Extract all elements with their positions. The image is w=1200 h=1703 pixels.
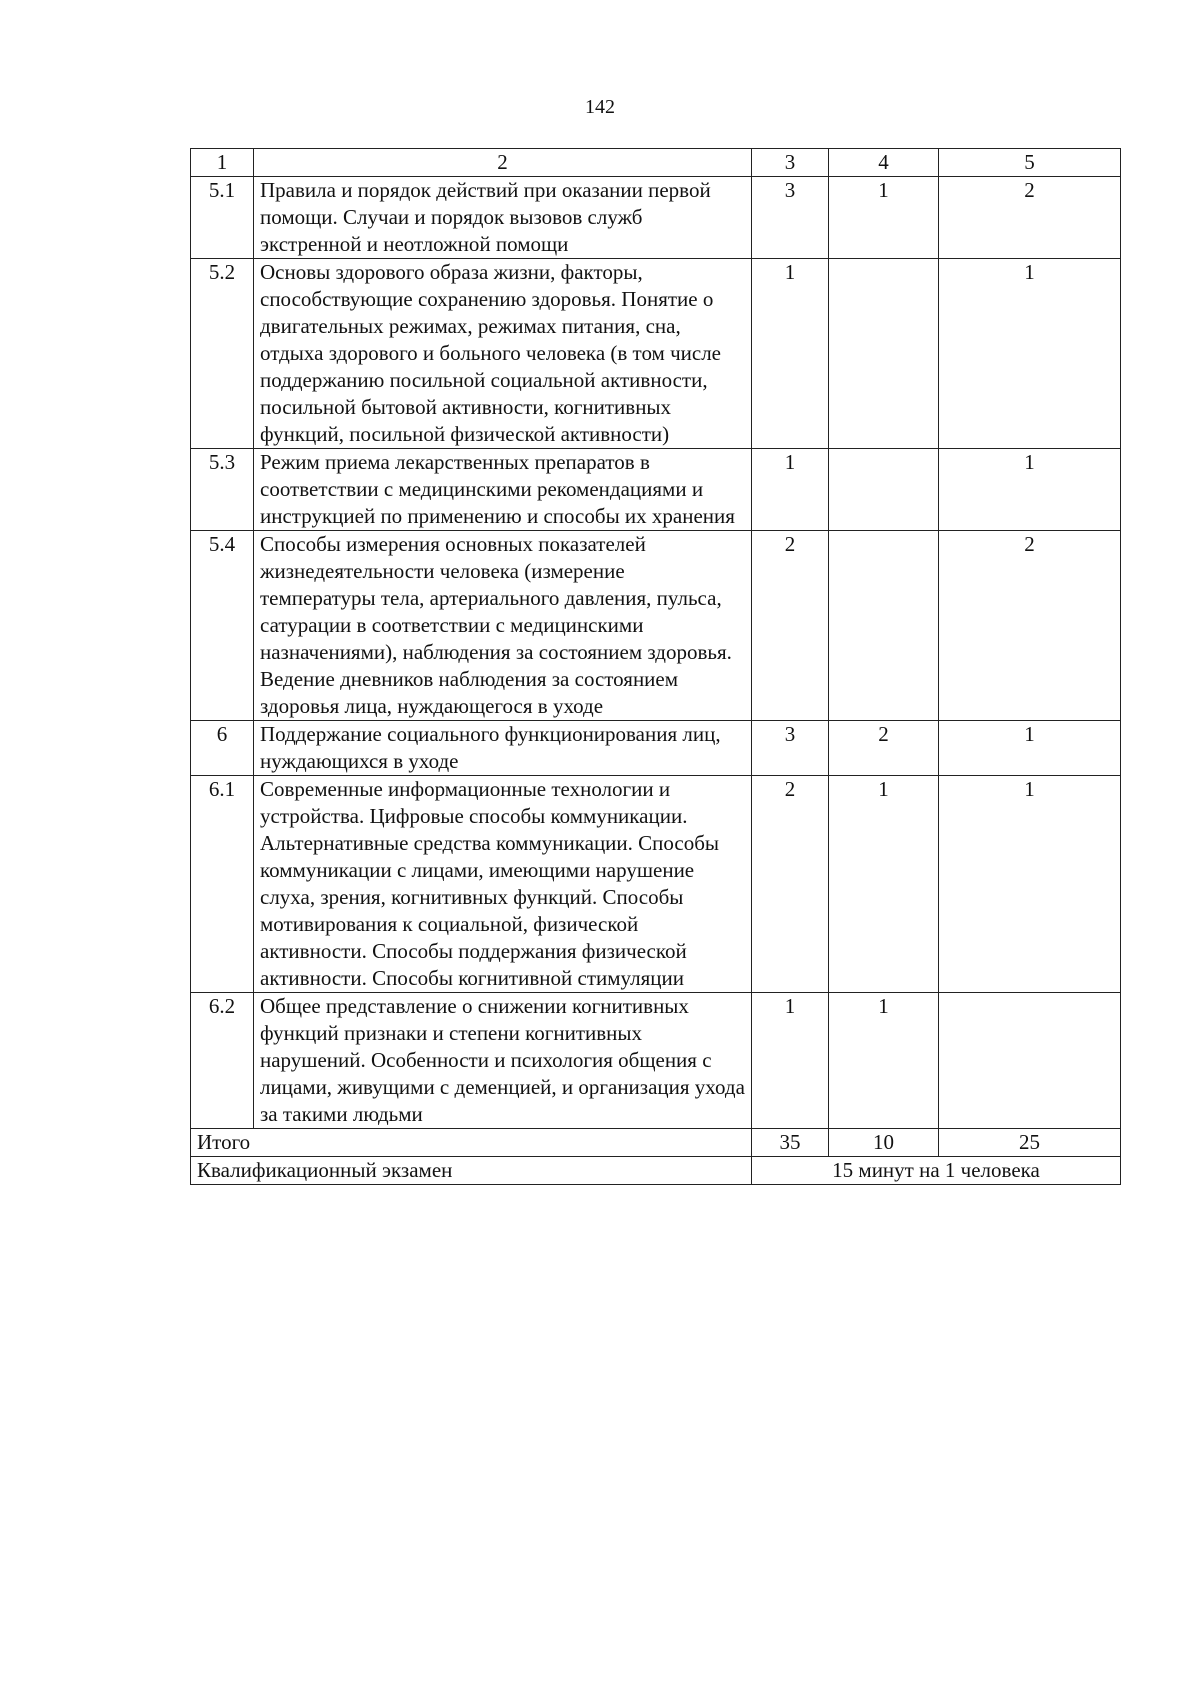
header-cell: 5 bbox=[939, 149, 1121, 177]
header-cell: 3 bbox=[752, 149, 829, 177]
row-col3: 1 bbox=[752, 449, 829, 531]
row-col5: 1 bbox=[939, 449, 1121, 531]
row-col3: 3 bbox=[752, 177, 829, 259]
table-row bbox=[191, 259, 1121, 449]
table-row bbox=[191, 721, 1121, 776]
header-cell: 1 bbox=[191, 149, 254, 177]
row-col4: 1 bbox=[829, 993, 939, 1129]
row-topic: Режим приема лекарственных препаратов в соответствии с медицинскими рекомендациями и инструкцией по применению и способы их хранения bbox=[254, 449, 752, 531]
row-col3: 1 bbox=[752, 259, 829, 449]
row-col4: 2 bbox=[829, 721, 939, 776]
row-topic: Способы измерения основных показателей жизнедеятельности человека (измерение температуры тела, артериального давления, пульса, сатурации в соответствии с медицинскими назначениями), наблюдения за состоянием здоровья. Ведение дневников наблюдения за состоянием здоровья лица, нуждающегося в уходе bbox=[254, 531, 752, 721]
total-col4: 10 bbox=[829, 1129, 939, 1157]
total-col3: 35 bbox=[752, 1129, 829, 1157]
row-col4 bbox=[829, 531, 939, 721]
row-col5 bbox=[939, 993, 1121, 1129]
row-number: 5.3 bbox=[191, 449, 254, 531]
row-topic: Поддержание социального функционирования лиц, нуждающихся в уходе bbox=[254, 721, 752, 776]
table-row bbox=[191, 449, 1121, 531]
row-col3: 2 bbox=[752, 776, 829, 993]
curriculum-table bbox=[190, 148, 1121, 1185]
total-col5: 25 bbox=[939, 1129, 1121, 1157]
row-number: 5.1 bbox=[191, 177, 254, 259]
row-col3: 1 bbox=[752, 993, 829, 1129]
row-number: 6 bbox=[191, 721, 254, 776]
row-number: 6.2 bbox=[191, 993, 254, 1129]
row-col5: 1 bbox=[939, 259, 1121, 449]
row-number: 5.4 bbox=[191, 531, 254, 721]
row-col5: 1 bbox=[939, 721, 1121, 776]
table-row bbox=[191, 177, 1121, 259]
row-col4: 1 bbox=[829, 177, 939, 259]
row-number: 5.2 bbox=[191, 259, 254, 449]
table-row bbox=[191, 776, 1121, 993]
exam-label: Квалификационный экзамен bbox=[191, 1157, 752, 1185]
row-topic: Правила и порядок действий при оказании первой помощи. Случаи и порядок вызовов служб экстренной и неотложной помощи bbox=[254, 177, 752, 259]
exam-row bbox=[191, 1157, 1121, 1185]
header-cell: 2 bbox=[254, 149, 752, 177]
table-row bbox=[191, 531, 1121, 721]
total-row bbox=[191, 1129, 1121, 1157]
row-topic: Современные информационные технологии и устройства. Цифровые способы коммуникации. Альтернативные средства коммуникации. Способы коммуникации с лицами, имеющими нарушение слуха, зрения, когнитивных функций. Способы мотивирования к социальной, физической активности. Способы поддержания физической активности. Способы когнитивной стимуляции bbox=[254, 776, 752, 993]
row-col3: 2 bbox=[752, 531, 829, 721]
row-col3: 3 bbox=[752, 721, 829, 776]
header-cell: 4 bbox=[829, 149, 939, 177]
row-col5: 2 bbox=[939, 531, 1121, 721]
row-col4: 1 bbox=[829, 776, 939, 993]
page-number: 142 bbox=[585, 96, 615, 118]
row-topic: Общее представление о снижении когнитивных функций признаки и степени когнитивных нарушений. Особенности и психология общения с лицами, живущими с деменцией, и организация ухода за такими людьми bbox=[254, 993, 752, 1129]
exam-duration: 15 минут на 1 человека bbox=[752, 1157, 1121, 1185]
row-col5: 1 bbox=[939, 776, 1121, 993]
row-number: 6.1 bbox=[191, 776, 254, 993]
table-header-row bbox=[191, 149, 1121, 177]
total-label: Итого bbox=[191, 1129, 752, 1157]
row-col4 bbox=[829, 449, 939, 531]
row-col5: 2 bbox=[939, 177, 1121, 259]
table-row bbox=[191, 993, 1121, 1129]
row-col4 bbox=[829, 259, 939, 449]
row-topic: Основы здорового образа жизни, факторы, способствующие сохранению здоровья. Понятие о двигательных режимах, режимах питания, сна, отдыха здорового и больного человека (в том числе поддержанию посильной социальной активности, посильной бытовой активности, когнитивных функций, посильной физической активности) bbox=[254, 259, 752, 449]
